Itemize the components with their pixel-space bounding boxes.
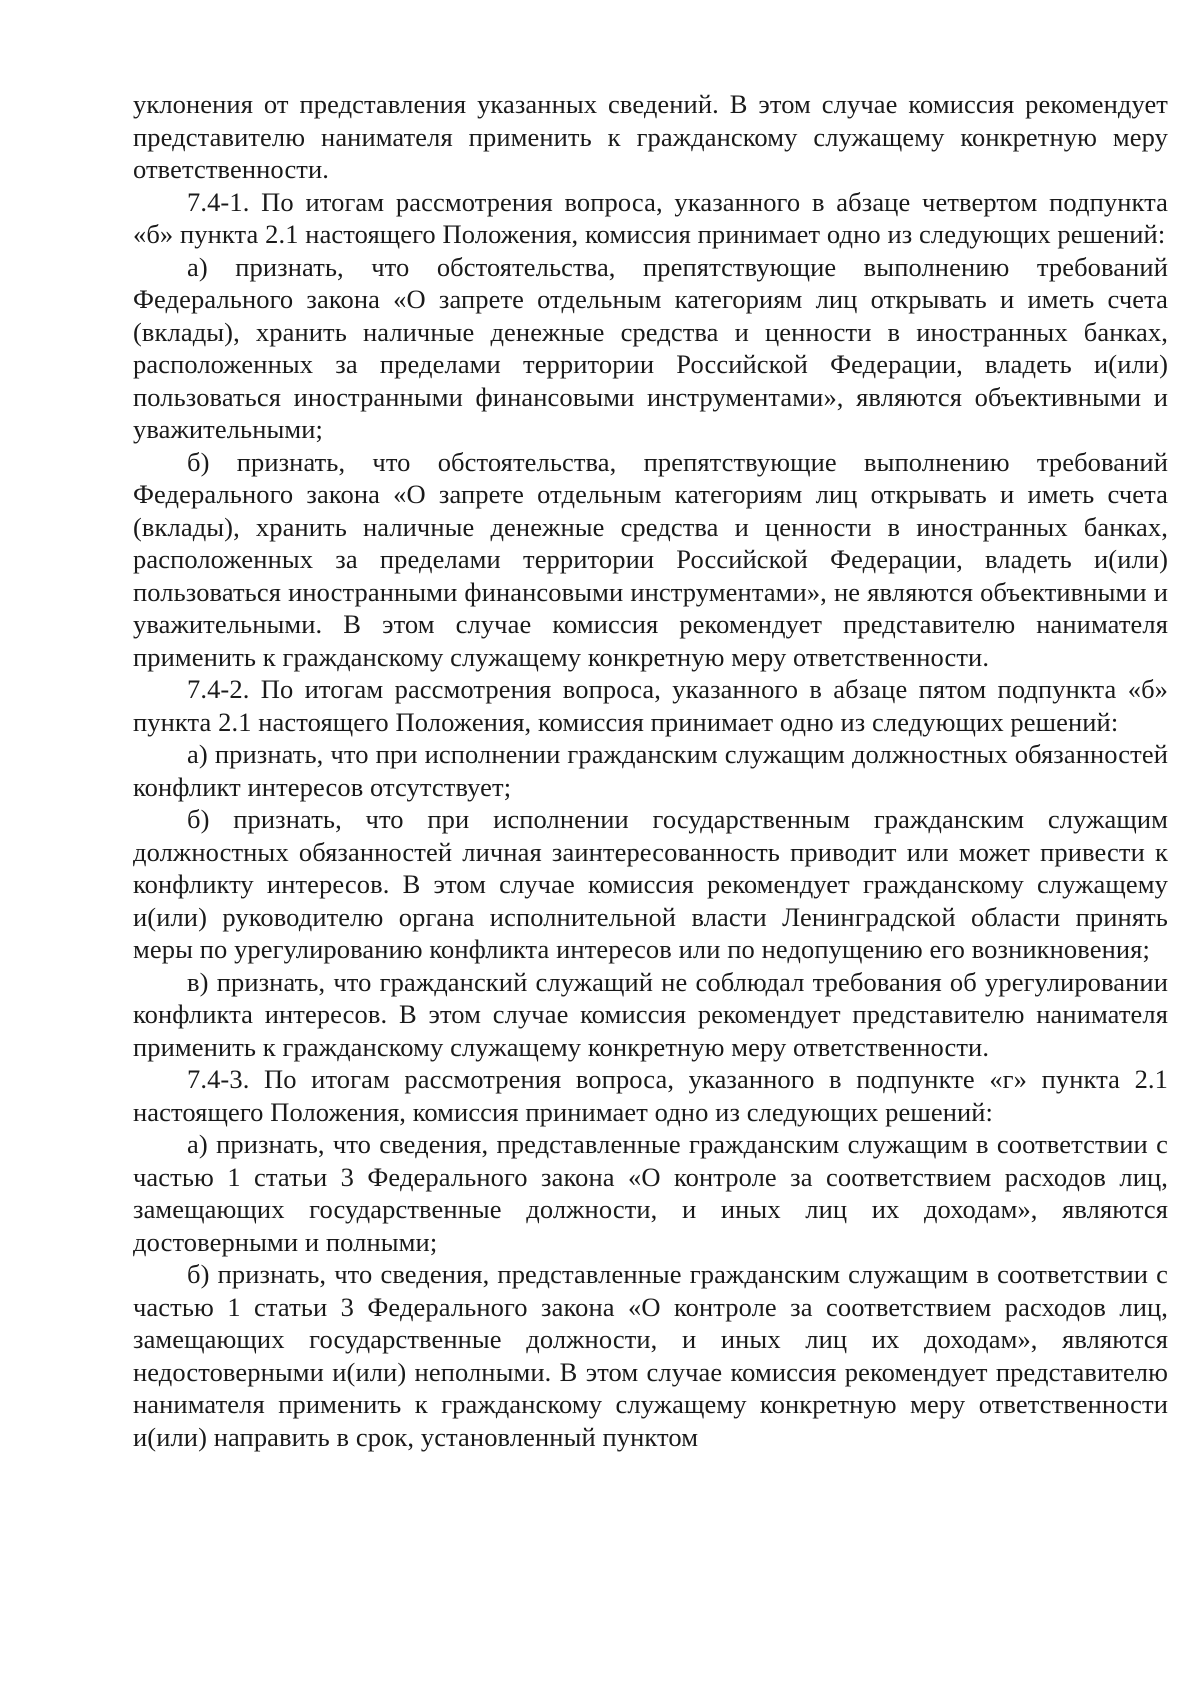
- paragraph-7-4-1: 7.4-1. По итогам рассмотрения вопроса, указанного в абзаце четвертом подпункта «б» пункта 2.1 настоящего Положения, комиссия принимает одно из следующих решений:: [133, 186, 1168, 249]
- paragraph-7-4-3: 7.4-3. По итогам рассмотрения вопроса, указанного в подпункте «г» пункта 2.1 настоящего Положения, комиссия принимает одно из следующих решений:: [133, 1064, 1168, 1127]
- paragraph-7-4-2-b: б) признать, что при исполнении государственным гражданским служащим должностных обязанностей личная заинтересованность приводит или может привести к конфликту интересов. В этом случае комиссия рекомендует гражданскому служащему и(или) руководителю органа исполнительной власти Ленинградской области принять меры по урегулированию конфликта интересов или по недопущению его возникновения;: [133, 804, 1168, 964]
- paragraph-7-4-1-a: а) признать, что обстоятельства, препятствующие выполнению требований Федерального закона «О запрете отдельным категориям лиц открывать и иметь счета (вклады), хранить наличные денежные средства и ценности в иностранных банках, расположенных за пределами территории Российской Федерации, владеть и(или) пользоваться иностранными финансовыми инструментами», являются объективными и уважительными;: [133, 251, 1168, 444]
- paragraph-7-4-3-a: а) признать, что сведения, представленные гражданским служащим в соответствии с частью 1 статьи 3 Федерального закона «О контроле за соответствием расходов лиц, замещающих государственные должности, и иных лиц их доходам», являются достоверными и полными;: [133, 1129, 1168, 1257]
- paragraph-7-4-2: 7.4-2. По итогам рассмотрения вопроса, указанного в абзаце пятом подпункта «б» пункта 2.1 настоящего Положения, комиссия принимает одно из следующих решений:: [133, 674, 1168, 737]
- paragraph-7-4-2-v: в) признать, что гражданский служащий не соблюдал требования об урегулировании конфликта интересов. В этом случае комиссия рекомендует представителю нанимателя применить к гражданскому служащему конкретную меру ответственности.: [133, 966, 1168, 1062]
- paragraph-7-4-2-a: а) признать, что при исполнении гражданским служащим должностных обязанностей конфликт интересов отсутствует;: [133, 739, 1168, 802]
- paragraph-7-4-3-b: б) признать, что сведения, представленные гражданским служащим в соответствии с частью 1 статьи 3 Федерального закона «О контроле за соответствием расходов лиц, замещающих государственные должности, и иных лиц их доходам», являются недостоверными и(или) неполными. В этом случае комиссия рекомендует представителю нанимателя применить к гражданскому служащему конкретную меру ответственности и(или) направить в срок, установленный пунктом: [133, 1259, 1168, 1452]
- paragraph-continuation: уклонения от представления указанных сведений. В этом случае комиссия рекомендует представителю нанимателя применить к гражданскому служащему конкретную меру ответственности.: [133, 89, 1168, 184]
- paragraph-7-4-1-b: б) признать, что обстоятельства, препятствующие выполнению требований Федерального закона «О запрете отдельным категориям лиц открывать и иметь счета (вклады), хранить наличные денежные средства и ценности в иностранных банках, расположенных за пределами территории Российской Федерации, владеть и(или) пользоваться иностранными финансовыми инструментами», не являются объективными и уважительными. В этом случае комиссия рекомендует представителю нанимателя применить к гражданскому служащему конкретную меру ответственности.: [133, 446, 1168, 672]
- document-body: [133, 88, 1168, 1453]
